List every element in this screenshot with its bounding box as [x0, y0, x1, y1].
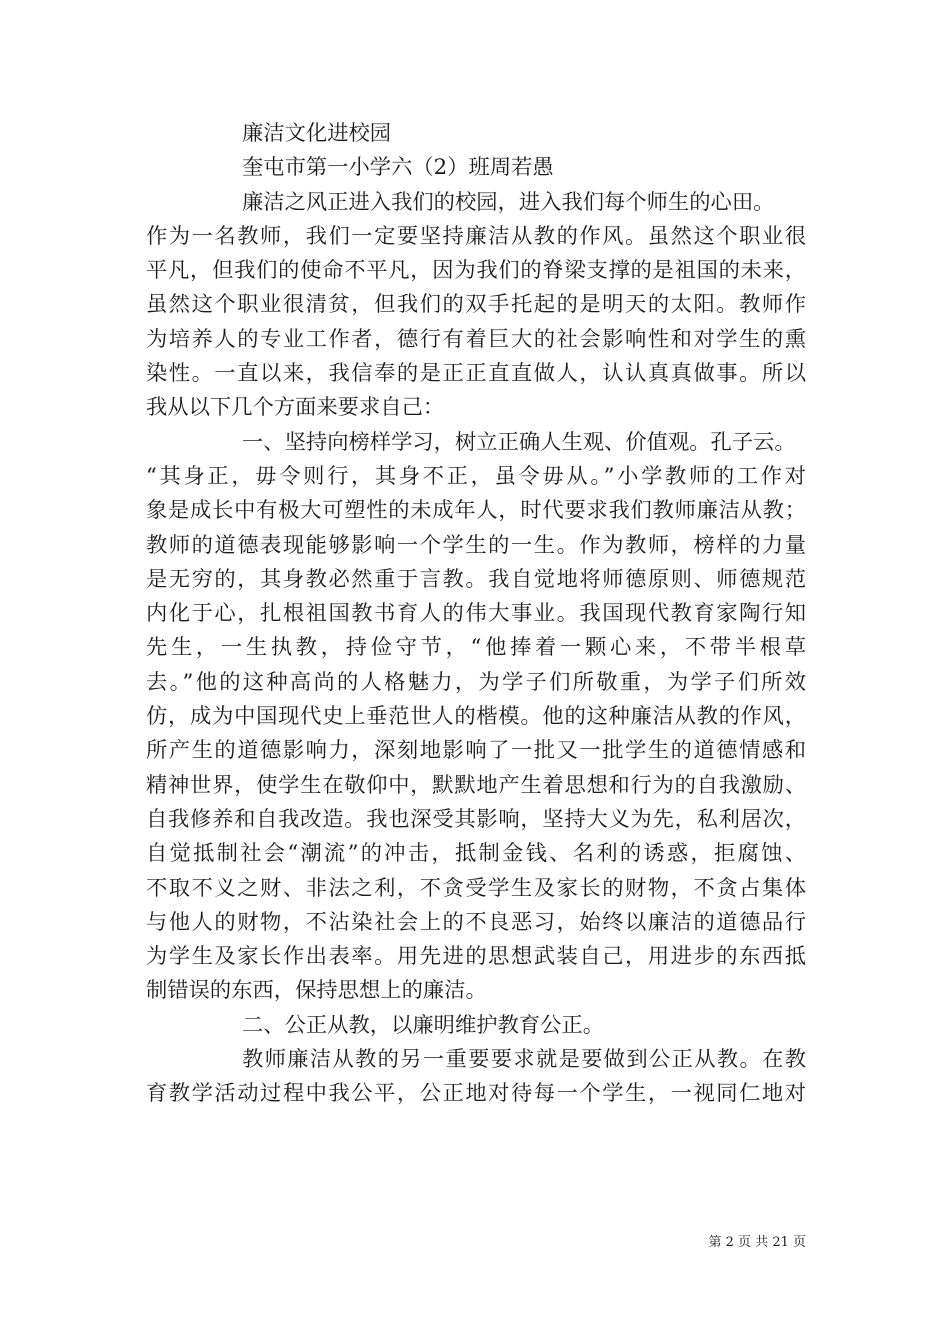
- body-line: 是无穷的，其身教必然重于言教。我自觉地将师德原则、师德规范: [146, 566, 806, 592]
- body-line: 育教学活动过程中我公平，公正地对待每一个学生，一视同仁地对: [146, 1081, 806, 1107]
- body-line: 我从以下几个方面来要求自己：: [146, 395, 445, 421]
- page-label: 第 2 页 共 21 页: [708, 1235, 806, 1250]
- body-line: 染性。一直以来，我信奉的是正正直直做人，认认真真做事。所以: [146, 361, 806, 387]
- body-line: 教师的道德表现能够影响一个学生的一生。作为教师，榜样的力量: [146, 532, 806, 558]
- body-line: 一、坚持向榜样学习，树立正确人生观、价值观。孔子云。: [242, 429, 796, 455]
- document-title: 廉洁文化进校园: [242, 121, 392, 146]
- document-body: [146, 117, 806, 1112]
- body-line: 为培养人的专业工作者，德行有着巨大的社会影响性和对学生的熏: [146, 326, 806, 352]
- body-line: 虽然这个职业很清贫，但我们的双手托起的是明天的太阳。教师作: [146, 292, 806, 318]
- page-number-footer: [692, 1234, 806, 1252]
- body-line: 去。”他的这种高尚的人格魅力，为学子们所敬重，为学子们所效: [146, 669, 806, 695]
- body-line: “其身正，毋令则行，其身不正，虽令毋从。”小学教师的工作对: [146, 463, 806, 489]
- body-line: 内化于心，扎根祖国教书育人的伟大事业。我国现代教育家陶行知: [146, 601, 806, 627]
- body-line: 象是成长中有极大可塑性的未成年人，时代要求我们教师廉洁从教；: [146, 498, 806, 524]
- body-line: 不取不义之财、非法之利，不贪受学生及家长的财物，不贪占集体: [146, 875, 806, 901]
- body-line: 自觉抵制社会“潮流”的冲击，抵制金钱、名利的诱惑，拒腐蚀、: [146, 841, 806, 867]
- body-line: 先生，一生执教，持俭守节，“他捧着一颗心来，不带半根草: [146, 635, 806, 661]
- body-line: 作为一名教师，我们一定要坚持廉洁从教的作风。虽然这个职业很: [146, 223, 806, 249]
- body-line: 教师廉洁从教的另一重要要求就是要做到公正从教。在教: [242, 1047, 806, 1073]
- body-line: 为学生及家长作出表率。用先进的思想武装自己，用进步的东西抵: [146, 944, 806, 970]
- body-line: 精神世界，使学生在敬仰中，默默地产生着思想和行为的自我激励、: [146, 772, 806, 798]
- body-line: 仿，成为中国现代史上垂范世人的楷模。他的这种廉洁从教的作风，: [146, 704, 806, 730]
- document-author: 奎屯市第一小学六（2）班周若愚: [242, 155, 554, 181]
- body-line: 制错误的东西，保持思想上的廉洁。: [146, 978, 487, 1004]
- body-line: 廉洁之风正进入我们的校园，进入我们每个师生的心田。: [242, 189, 775, 215]
- body-line: 所产生的道德影响力，深刻地影响了一批又一批学生的道德情感和: [146, 738, 806, 764]
- body-line: 与他人的财物，不沾染社会上的不良恶习，始终以廉洁的道德品行: [146, 909, 806, 935]
- body-text: [146, 186, 806, 1112]
- body-line: 自我修养和自我改造。我也深受其影响，坚持大义为先，私利居次，: [146, 806, 806, 832]
- body-line: 二、公正从教，以廉明维护教育公正。: [242, 1012, 605, 1038]
- body-line: 平凡，但我们的使命不平凡，因为我们的脊梁支撑的是祖国的未来，: [146, 258, 806, 284]
